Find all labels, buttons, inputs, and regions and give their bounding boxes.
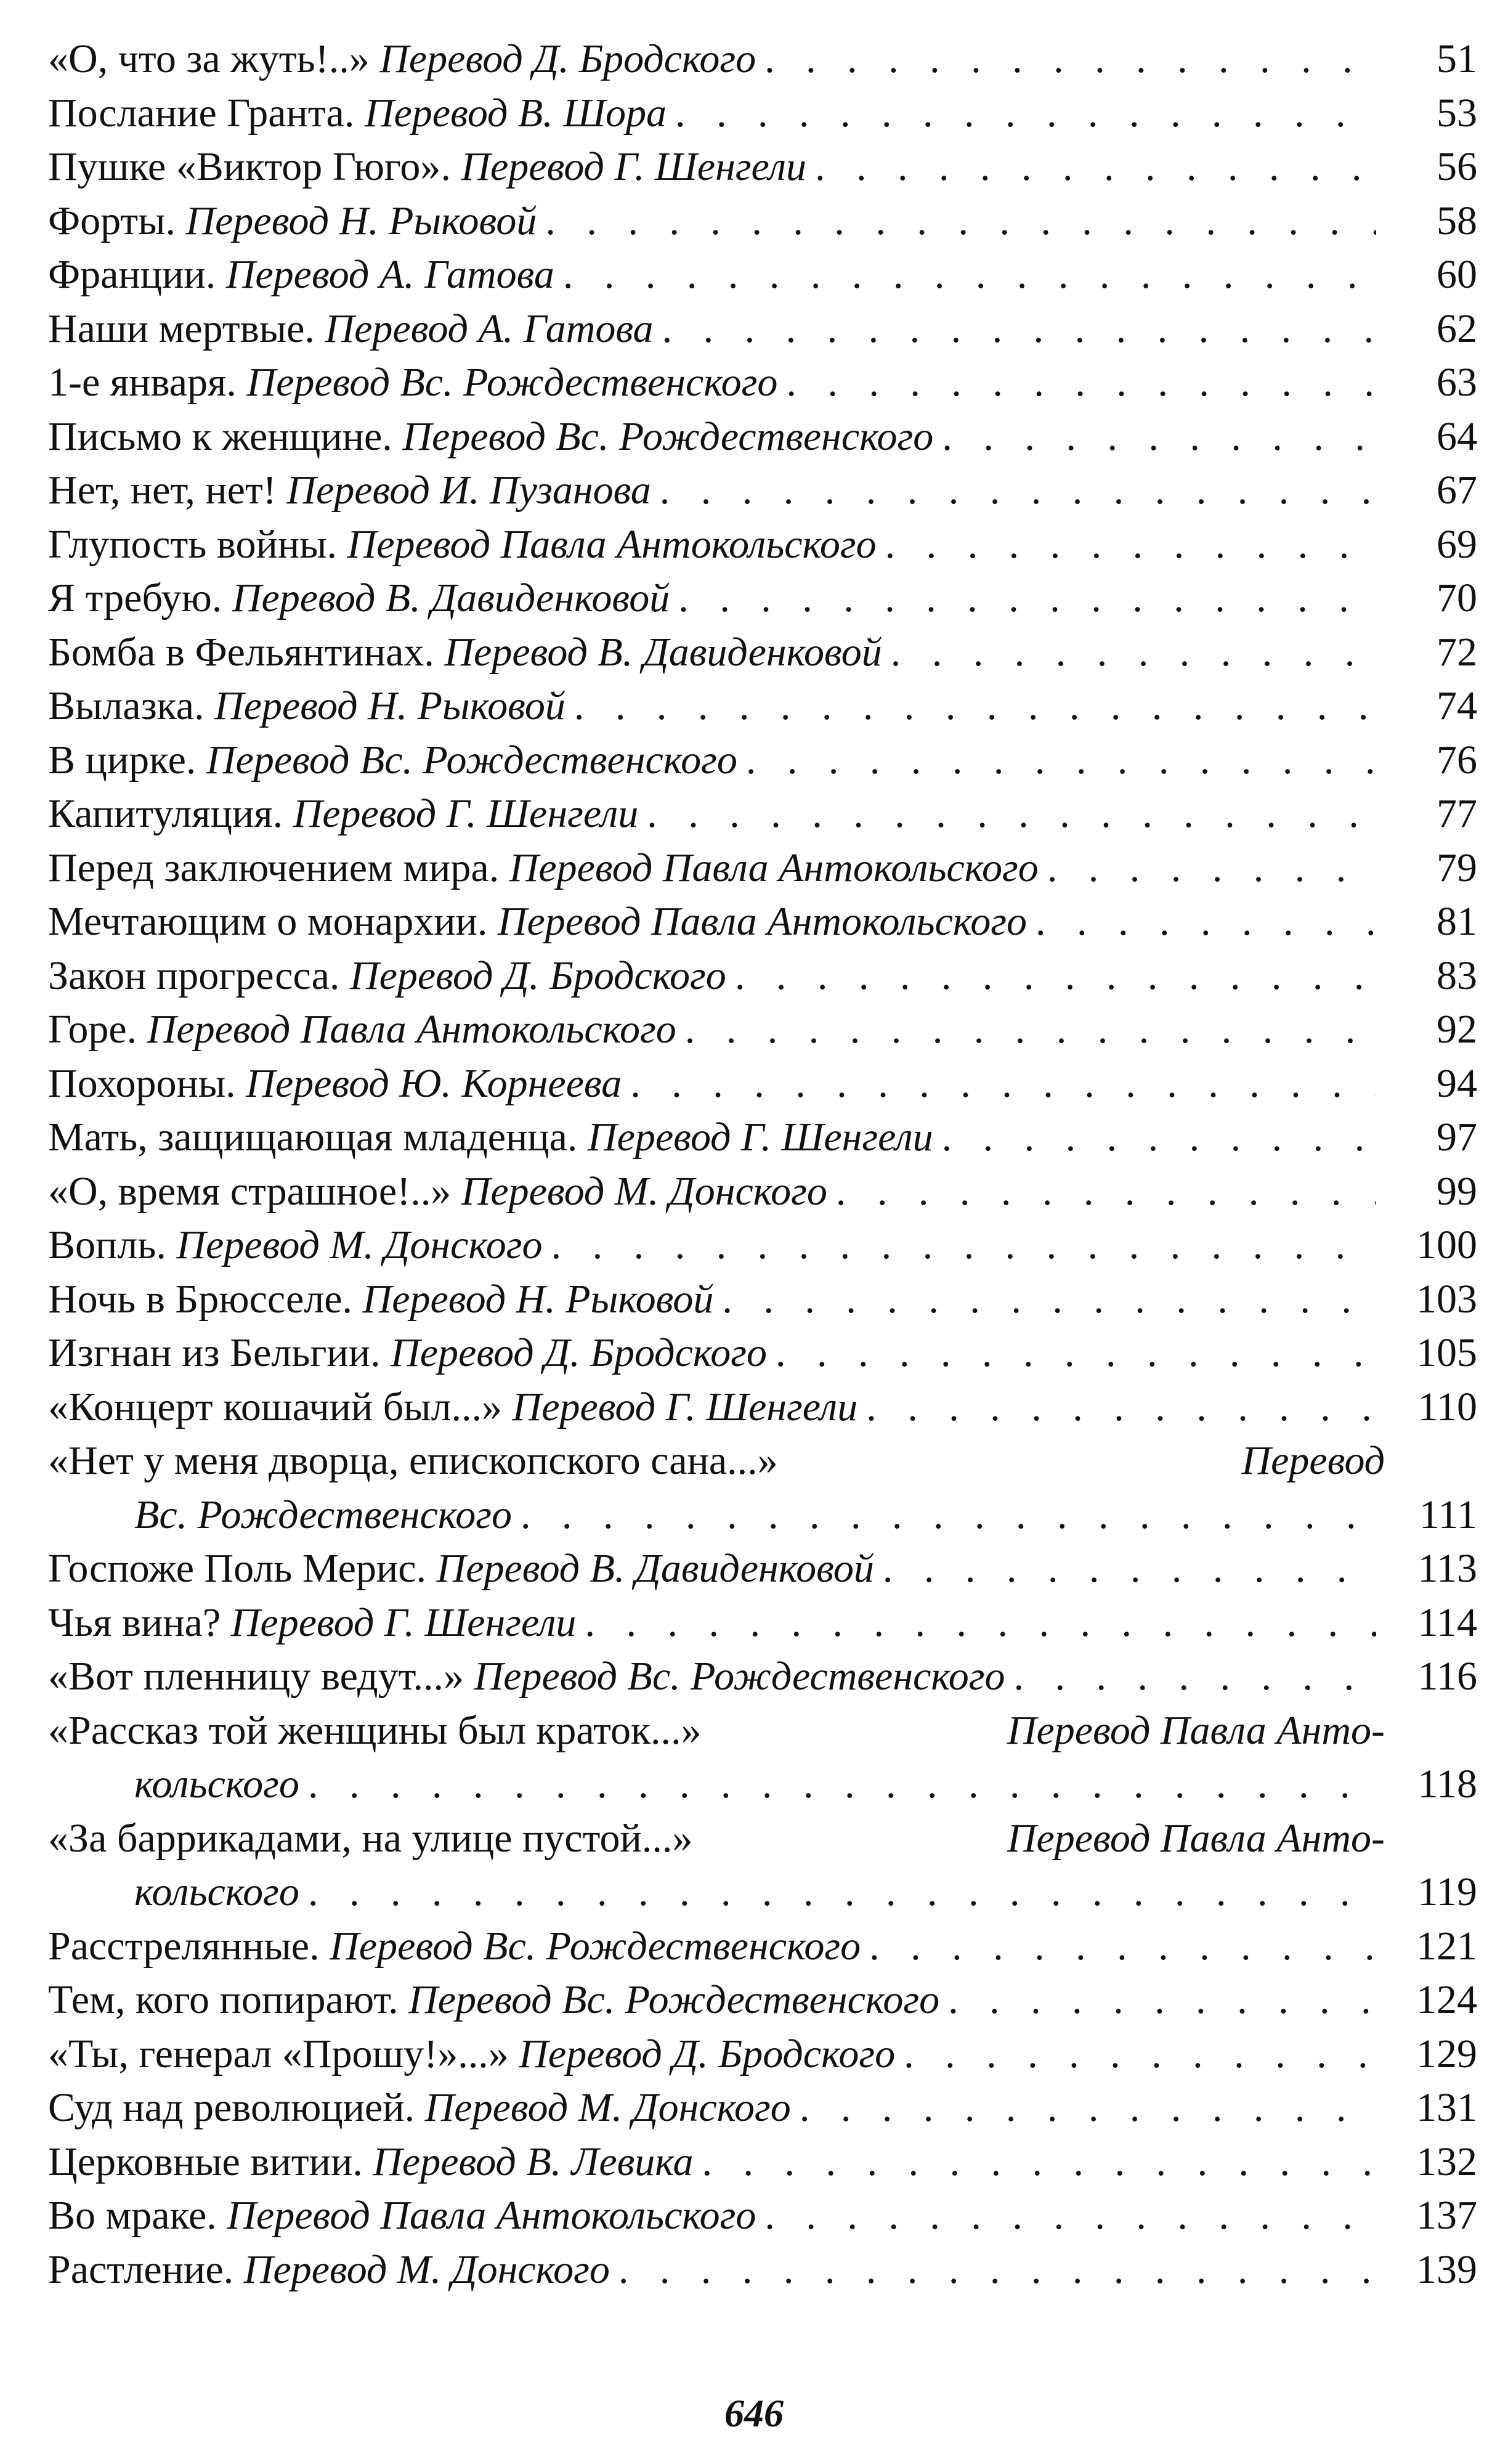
entry-text	[48, 356, 777, 410]
dot-leader	[1014, 1649, 1377, 1704]
entry-translator: Вс. Рождественского	[134, 1492, 512, 1537]
toc-page	[48, 32, 1477, 2296]
entry-translator: Перевод Г. Шенгели	[461, 144, 806, 189]
toc-entry	[48, 733, 1477, 787]
toc-entry	[48, 1380, 1477, 1434]
toc-entry	[48, 518, 1477, 572]
entry-translator: Перевод В. Давиденковой	[232, 575, 670, 620]
dot-leader	[551, 1218, 1376, 1272]
dot-leader	[786, 356, 1376, 410]
dot-leader	[563, 248, 1376, 302]
entry-translator: Перевод В. Давиденковой	[444, 629, 882, 675]
entry-translator: Перевод Вс. Рождественского	[402, 413, 934, 459]
entry-text	[48, 625, 882, 680]
page-ref: 81	[1437, 899, 1477, 944]
entry-translator: Перевод В. Шора	[364, 90, 667, 136]
dot-leader	[815, 140, 1376, 194]
entry-text	[48, 140, 806, 194]
page-ref: 97	[1437, 1115, 1477, 1160]
entry-title: Я требую.	[48, 575, 222, 620]
dot-leader	[574, 679, 1376, 733]
entry-title: Мать, защищающая младенца.	[48, 1115, 578, 1160]
dot-leader	[545, 194, 1376, 248]
page-ref: 131	[1416, 2085, 1477, 2130]
toc-entry	[48, 1002, 1477, 1057]
dot-leader	[904, 2027, 1376, 2081]
entry-title: Церковные витии.	[48, 2139, 363, 2184]
toc-entry	[48, 787, 1477, 841]
toc-entry	[48, 356, 1477, 410]
page-ref: 116	[1417, 1654, 1477, 1699]
page-ref: 60	[1437, 252, 1477, 297]
page-ref: 111	[1419, 1492, 1477, 1537]
entry-text	[48, 2189, 756, 2243]
page-ref: 129	[1416, 2031, 1477, 2076]
entry-text	[48, 1973, 939, 2027]
entry-text	[48, 1380, 857, 1434]
entry-translator: Перевод А. Гатова	[225, 252, 554, 297]
dot-leader	[869, 1919, 1376, 1974]
page-ref: 64	[1437, 413, 1477, 459]
entry-translator: Перевод Вс. Рождественского	[408, 1977, 940, 2022]
dot-leader	[948, 1973, 1376, 2027]
toc-entry	[48, 1542, 1477, 1596]
entry-title: Пушке «Виктор Гюго».	[48, 144, 451, 189]
dot-leader	[885, 518, 1376, 572]
entry-title: Растление.	[48, 2246, 234, 2292]
entry-translator: Перевод М. Донского	[243, 2246, 610, 2292]
page-ref: 118	[1417, 1762, 1477, 1807]
page-ref: 92	[1437, 1007, 1477, 1052]
entry-title: Расстрелянные.	[48, 1923, 320, 1969]
dot-leader	[764, 32, 1376, 86]
entry-translator: Перевод Павла Антокольского	[147, 1007, 676, 1052]
entry-translator: Перевод Вс. Рождественского	[246, 360, 778, 405]
entry-translator: Перевод Вс. Рождественского	[206, 737, 737, 783]
entry-title: Бомба в Фельянтинах.	[48, 629, 434, 675]
entry-text	[48, 1542, 874, 1596]
dot-leader	[776, 1326, 1376, 1380]
entry-text	[48, 194, 537, 248]
dot-leader	[678, 571, 1376, 625]
entry-title: Госпоже Поль Мерис.	[48, 1546, 427, 1591]
entry-translator: Перевод Н. Рыковой	[214, 683, 566, 728]
entry-title: Вопль.	[48, 1222, 166, 1267]
toc-entry	[48, 86, 1477, 140]
entry-translator: Перевод В. Левика	[373, 2139, 694, 2184]
dot-leader	[764, 2189, 1376, 2243]
page-ref: 132	[1416, 2139, 1477, 2184]
dot-leader	[722, 1272, 1376, 1327]
toc-entry	[48, 1110, 1477, 1165]
entry-text	[48, 2081, 791, 2135]
dot-leader	[618, 2243, 1376, 2297]
entry-title: Форты.	[48, 198, 176, 243]
toc-entry	[48, 1326, 1477, 1380]
entry-text	[48, 410, 933, 464]
entry-text	[48, 2135, 694, 2189]
entry-title: Капитуляция.	[48, 791, 283, 836]
dot-leader	[647, 787, 1376, 841]
toc-entry	[48, 1057, 1477, 1111]
toc-entry	[48, 2189, 1477, 2243]
toc-entry-continuation	[48, 1488, 1477, 1542]
toc-entry	[48, 463, 1477, 518]
entry-translator: Перевод Ю. Корнеева	[246, 1060, 622, 1106]
entry-text	[48, 949, 726, 1003]
page-ref: 72	[1437, 629, 1477, 675]
page-ref: 58	[1437, 198, 1477, 243]
entry-text	[48, 32, 756, 86]
entry-text	[48, 518, 877, 572]
toc-entry	[48, 1649, 1477, 1704]
page-ref: 137	[1416, 2193, 1477, 2238]
entry-text	[48, 2243, 610, 2297]
entry-translator: Перевод М. Донского	[461, 1168, 827, 1214]
dot-leader	[585, 1596, 1376, 1650]
entry-title: Мечтающим о монархии.	[48, 899, 488, 944]
page-ref: 99	[1437, 1168, 1477, 1214]
entry-title: Суд над революцией.	[48, 2085, 415, 2130]
page-ref: 63	[1437, 360, 1477, 405]
dot-leader	[942, 410, 1376, 464]
entry-translator: Перевод А. Гатова	[325, 306, 654, 351]
toc-entry	[48, 841, 1477, 895]
entry-title: «Вот пленницу ведут...»	[48, 1654, 464, 1699]
toc-entry	[48, 2243, 1477, 2297]
dot-leader	[735, 949, 1376, 1003]
table-of-contents	[48, 32, 1477, 2296]
entry-text	[48, 1165, 827, 1219]
page-ref: 114	[1417, 1600, 1477, 1645]
dot-leader	[660, 463, 1376, 518]
entry-translator: Перевод Павла Антокольского	[347, 521, 877, 567]
toc-entry	[48, 32, 1477, 86]
dot-leader	[702, 2135, 1377, 2189]
toc-entry	[48, 1919, 1477, 1974]
entry-text	[48, 733, 737, 787]
entry-title: «Ты, генерал «Прошу!»...»	[48, 2031, 509, 2076]
entry-translator: Перевод Н. Рыковой	[362, 1276, 714, 1322]
page-number: 646	[724, 2391, 784, 2435]
dot-leader	[866, 1380, 1376, 1434]
toc-entry-continuation	[48, 1865, 1477, 1919]
page-ref: 67	[1437, 468, 1477, 513]
toc-entry	[48, 302, 1477, 356]
page-ref: 56	[1437, 144, 1477, 189]
entry-text	[48, 571, 670, 625]
dot-leader	[836, 1165, 1376, 1219]
toc-entry	[48, 140, 1477, 194]
page-ref: 113	[1417, 1546, 1477, 1591]
page-ref: 76	[1437, 737, 1477, 783]
entry-title: Франции.	[48, 252, 216, 297]
entry-title: «Рассказ той женщины был краток...»	[48, 1707, 702, 1753]
toc-entry	[48, 248, 1477, 302]
toc-entry	[48, 1165, 1477, 1219]
entry-text	[48, 895, 1027, 949]
entry-translator: Перевод Н. Рыковой	[185, 198, 537, 243]
entry-translator: Перевод Д. Бродского	[391, 1330, 767, 1375]
toc-entry	[48, 1704, 1477, 1758]
dot-leader	[308, 1865, 1376, 1919]
toc-entry	[48, 1973, 1477, 2027]
toc-entry	[48, 1434, 1477, 1488]
toc-entry	[48, 194, 1477, 248]
entry-title: «Концерт кошачий был...»	[48, 1384, 503, 1429]
toc-entry	[48, 1218, 1477, 1272]
dot-leader	[1036, 895, 1376, 949]
entry-title: Вылазка.	[48, 683, 205, 728]
toc-entry	[48, 2135, 1477, 2189]
entry-text	[48, 1272, 713, 1327]
dot-leader	[891, 625, 1376, 680]
entry-text	[48, 302, 654, 356]
page-ref: 94	[1437, 1060, 1477, 1106]
toc-entry	[48, 1811, 1477, 1866]
entry-translator: Перевод Д. Бродского	[349, 953, 726, 998]
entry-text	[48, 2027, 895, 2081]
page-ref: 53	[1437, 90, 1477, 136]
entry-translator: Перевод Г. Шенгели	[512, 1384, 858, 1429]
toc-entry	[48, 1596, 1477, 1650]
entry-translator: Перевод И. Пузанова	[286, 468, 651, 513]
entry-translator: Перевод Павла Антокольского	[509, 845, 1039, 890]
entry-translator: Перевод Г. Шенгели	[587, 1115, 933, 1160]
entry-translator: Перевод Д. Бродского	[519, 2031, 896, 2076]
entry-translator: кольского	[134, 1762, 299, 1807]
entry-translator: Перевод Д. Бродского	[379, 36, 756, 81]
entry-translator: Перевод В. Давиденковой	[436, 1546, 874, 1591]
page-ref: 105	[1416, 1330, 1477, 1375]
entry-title: Ночь в Брюсселе.	[48, 1276, 353, 1322]
toc-entry-continuation	[48, 1757, 1477, 1811]
dot-leader	[521, 1488, 1376, 1542]
dot-leader	[675, 86, 1376, 140]
entry-title: «О, что за жуть!..»	[48, 36, 370, 81]
toc-entry	[48, 410, 1477, 464]
toc-entry	[48, 571, 1477, 625]
dot-leader	[942, 1110, 1376, 1165]
entry-title: Послание Гранта.	[48, 90, 355, 136]
entry-translator: Перевод Павла Анто-	[1007, 1815, 1385, 1861]
entry-text	[48, 1057, 622, 1111]
page-ref: 139	[1416, 2246, 1477, 2292]
entry-title: Похороны.	[48, 1060, 236, 1106]
dot-leader	[685, 1002, 1376, 1057]
entry-title: Изгнан из Бельгии.	[48, 1330, 381, 1375]
entry-title: «Нет у меня дворца, епископского сана...»	[48, 1438, 778, 1483]
entry-text	[48, 1218, 543, 1272]
entry-translator: Перевод Павла Антокольского	[227, 2193, 756, 2238]
toc-entry	[48, 2027, 1477, 2081]
entry-translator: Перевод Павла Антокольского	[497, 899, 1027, 944]
entry-title: Письмо к женщине.	[48, 413, 392, 459]
page-ref: 62	[1437, 306, 1477, 351]
entry-title: Перед заключением мира.	[48, 845, 500, 890]
toc-entry	[48, 679, 1477, 733]
dot-leader	[883, 1542, 1376, 1596]
toc-entry	[48, 625, 1477, 680]
entry-translator: Перевод	[1241, 1438, 1385, 1483]
entry-title: Наши мертвые.	[48, 306, 315, 351]
entry-text	[48, 1110, 933, 1165]
page-ref: 77	[1437, 791, 1477, 836]
page-ref: 124	[1416, 1977, 1477, 2022]
toc-entry	[48, 949, 1477, 1003]
toc-entry	[48, 2081, 1477, 2135]
entry-title: Нет, нет, нет!	[48, 468, 277, 513]
dot-leader	[1047, 841, 1376, 895]
page-ref: 79	[1437, 845, 1477, 890]
dot-leader	[746, 733, 1376, 787]
dot-leader	[662, 302, 1376, 356]
page-ref: 103	[1416, 1276, 1477, 1322]
dot-leader	[308, 1757, 1376, 1811]
entry-title: В цирке.	[48, 737, 197, 783]
entry-translator: Перевод Вс. Рождественского	[474, 1654, 1005, 1699]
entry-title: Закон прогресса.	[48, 953, 340, 998]
entry-title: Горе.	[48, 1007, 137, 1052]
page-ref: 100	[1416, 1222, 1477, 1267]
entry-text	[48, 1002, 676, 1057]
dot-leader	[630, 1057, 1376, 1111]
entry-title: Во мраке.	[48, 2193, 217, 2238]
entry-translator: Перевод Вс. Рождественского	[330, 1923, 861, 1969]
entry-text	[48, 1649, 1005, 1704]
dot-leader	[800, 2081, 1376, 2135]
entry-title: «За баррикадами, на улице пустой...»	[48, 1815, 693, 1861]
entry-translator: кольского	[134, 1869, 299, 1914]
entry-text	[48, 86, 667, 140]
page-ref: 51	[1437, 36, 1477, 81]
entry-title: 1-е января.	[48, 360, 237, 405]
page-ref: 69	[1437, 521, 1477, 567]
entry-text	[48, 1596, 576, 1650]
entry-title: Чья вина?	[48, 1600, 221, 1645]
entry-text	[48, 1326, 767, 1380]
page-ref: 83	[1437, 953, 1477, 998]
toc-entry	[48, 895, 1477, 949]
entry-translator: Перевод Павла Анто-	[1007, 1707, 1385, 1753]
page-ref: 70	[1437, 575, 1477, 620]
page-ref: 121	[1416, 1923, 1477, 1969]
entry-title: Тем, кого попирают.	[48, 1977, 399, 2022]
entry-text	[48, 248, 554, 302]
entry-translator: Перевод М. Донского	[176, 1222, 543, 1267]
entry-title: «О, время страшное!..»	[48, 1168, 452, 1214]
entry-title: Глупость войны.	[48, 521, 338, 567]
entry-translator: Перевод М. Донского	[424, 2085, 791, 2130]
page-ref: 119	[1417, 1869, 1477, 1914]
entry-translator: Перевод Г. Шенгели	[293, 791, 639, 836]
page-ref: 74	[1437, 683, 1477, 728]
page-ref: 110	[1417, 1384, 1477, 1429]
entry-text	[48, 787, 638, 841]
toc-entry	[48, 1272, 1477, 1327]
entry-text	[48, 463, 651, 518]
entry-text	[48, 679, 566, 733]
entry-translator: Перевод Г. Шенгели	[230, 1600, 577, 1645]
entry-text	[48, 841, 1039, 895]
entry-text	[48, 1919, 861, 1974]
